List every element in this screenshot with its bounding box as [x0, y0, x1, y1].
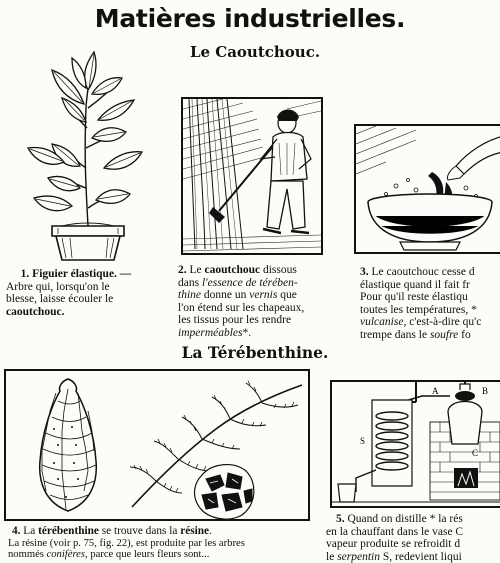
caption-text: La — [20, 526, 39, 537]
caption-italic: vulcanise — [360, 316, 404, 328]
caption-line: vapeur produite se refroidit d — [326, 538, 461, 550]
caption-italic: thine — [178, 289, 201, 301]
worker-spreading-rubber-illustration — [183, 99, 321, 253]
caption-text: fo — [458, 328, 471, 341]
caption-line: Pour qu'il reste élastiqu — [360, 291, 468, 303]
distillation-still-illustration — [332, 382, 500, 506]
caption-text: dans — [178, 276, 202, 289]
figure-2-caption — [178, 264, 324, 339]
caption-line: l'on étend sur les chapeaux, — [178, 301, 305, 314]
label-s: S — [360, 436, 366, 446]
caption-text: se trouve dans la — [98, 526, 181, 537]
section-heading-caoutchouc: Le Caoutchouc. — [189, 43, 321, 61]
caption-text: , c'est-à-dire qu'c — [403, 316, 482, 328]
figure-1-title: Figuier élastique. — — [29, 268, 132, 280]
caption-line: toutes les températures, * — [360, 303, 477, 316]
caption-text: nommés — [8, 549, 47, 560]
figure-number: 4. — [12, 526, 21, 537]
caption-text: Le — [186, 264, 205, 276]
caption-line: blesse, laisse écouler le — [6, 293, 114, 305]
figure-1 — [22, 48, 150, 262]
caption-text: dissous — [260, 264, 297, 276]
figure-4-caption — [8, 526, 304, 561]
caption-italic: conifères — [46, 549, 86, 560]
caption-line: en la chauffant dans le vase C — [326, 525, 464, 538]
label-b: B — [482, 386, 489, 396]
caption-text: le — [326, 550, 338, 563]
figure-3 — [354, 124, 500, 254]
caption-line: Arbre qui, lorsqu'on le — [6, 280, 110, 293]
section-heading-terebenthine: La Térébenthine. — [181, 343, 329, 362]
figure-number: 1. — [20, 268, 30, 280]
caption-text: S, redevient liqui — [380, 550, 462, 563]
caption-italic: soufre — [429, 328, 459, 341]
page-title: Matières industrielles. — [94, 4, 406, 33]
caption-line: les tissus pour les rendre — [178, 314, 292, 326]
caption-text: *. — [242, 326, 252, 339]
figure-2 — [181, 97, 323, 255]
caption-italic: serpentin — [337, 550, 380, 563]
figure-1-caption — [6, 268, 146, 318]
caption-italic: imperméables — [178, 326, 243, 339]
caption-line: élastique quand il fait fr — [360, 278, 470, 291]
caption-line: La résine (voir p. 75, fig. 22), est produite par les arbres — [8, 537, 245, 549]
pine-cone-and-branch-illustration — [6, 371, 308, 519]
caption-keyword: caoutchouc — [204, 264, 261, 276]
caption-keyword: térébenthine — [38, 526, 99, 537]
caption-text: . — [209, 526, 212, 537]
caption-text: que — [277, 289, 297, 301]
label-c: C — [472, 448, 479, 458]
figure-number: 2. — [178, 264, 187, 276]
vulcanizing-basin-illustration — [356, 126, 500, 252]
potted-rubber-fig-illustration — [22, 48, 150, 262]
figure-4 — [4, 369, 310, 521]
caption-text: , parce que leurs fleurs sont... — [85, 549, 210, 560]
caption-italic: vernis — [249, 289, 278, 301]
caption-italic: l'essence de térében- — [201, 276, 298, 289]
caption-text: Quand on distille * la rés — [344, 513, 463, 525]
caption-keyword: caoutchouc. — [6, 305, 65, 318]
figure-5-caption — [326, 513, 500, 563]
caption-text: trempe dans le — [360, 328, 430, 341]
label-a: A — [432, 386, 439, 396]
figure-number: 5. — [336, 513, 345, 525]
caption-text: Le caoutchouc cesse d — [368, 266, 475, 278]
caption-keyword: résine — [180, 526, 210, 537]
figure-number: 3. — [360, 266, 369, 278]
caption-text: donne un — [201, 289, 250, 301]
figure-5 — [330, 380, 500, 508]
figure-3-caption — [360, 266, 500, 341]
